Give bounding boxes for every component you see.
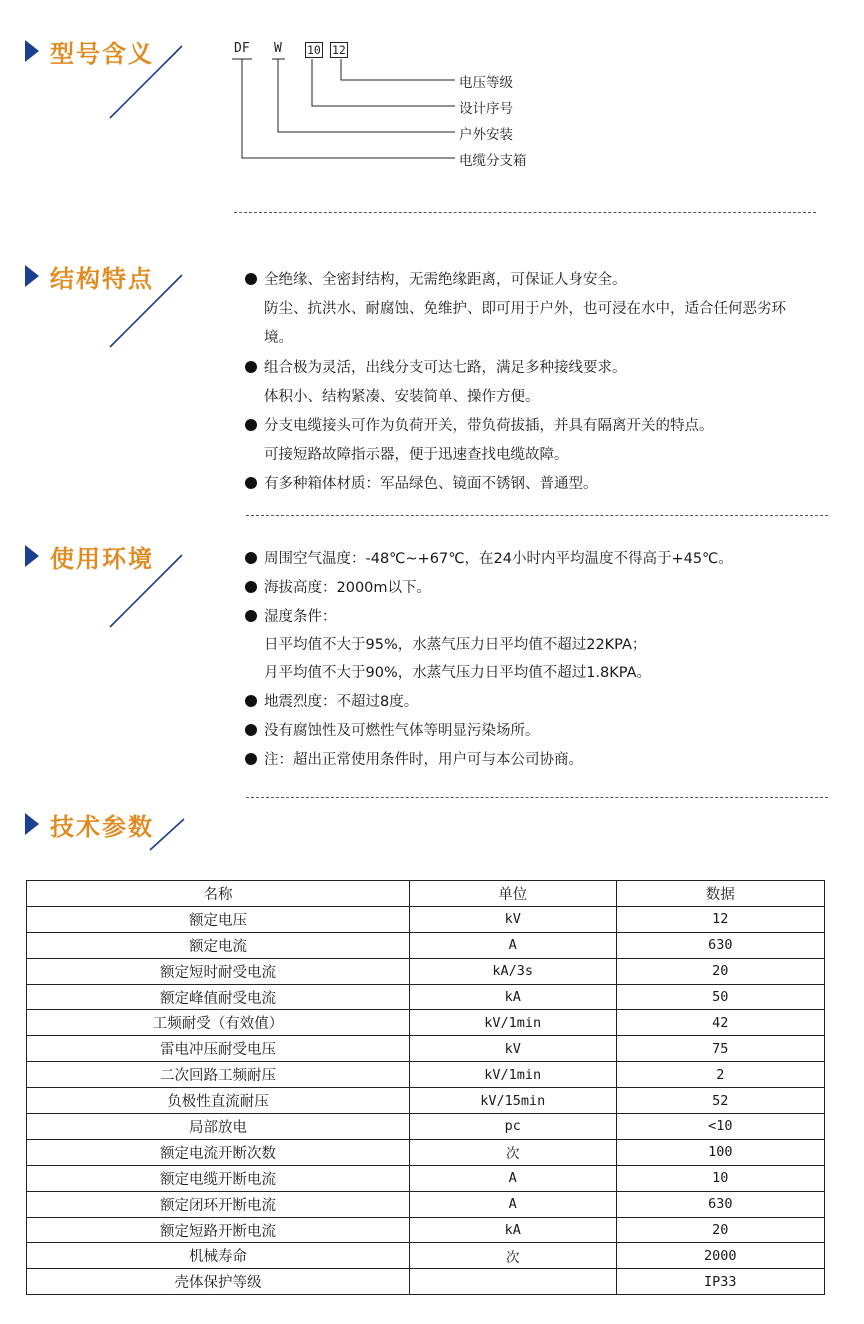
column-header-name: 名称 xyxy=(27,881,410,907)
bullet-icon xyxy=(245,724,257,736)
param-unit: kA xyxy=(409,1217,616,1243)
model-label-cable-box: 电缆分支箱 xyxy=(459,153,527,169)
param-unit: 次 xyxy=(409,1243,616,1269)
table-row xyxy=(27,1165,825,1191)
param-unit: 次 xyxy=(409,1139,616,1165)
spec-table xyxy=(26,880,825,1295)
param-value: 630 xyxy=(616,1191,824,1217)
bullet-icon xyxy=(245,477,257,489)
model-label-voltage: 电压等级 xyxy=(459,75,513,91)
param-unit xyxy=(409,1269,616,1295)
param-unit: kV/1min xyxy=(409,1010,616,1036)
param-value: 42 xyxy=(616,1010,824,1036)
list-item: 没有腐蚀性及可燃性气体等明显污染场所。 xyxy=(245,719,540,740)
column-header-value: 数据 xyxy=(616,881,824,907)
param-value: 12 xyxy=(616,906,824,932)
bullet-icon xyxy=(245,610,257,622)
table-row xyxy=(27,1269,825,1295)
list-item: 组合极为灵活，出线分支可达七路，满足多种接线要求。 xyxy=(245,356,627,377)
table-row xyxy=(27,1010,825,1036)
param-unit: kV/1min xyxy=(409,1062,616,1088)
list-item: 防尘、抗洪水、耐腐蚀、免维护、即可用于户外，也可浸在水中，适合任何恶劣环 xyxy=(264,301,786,317)
bullet-icon xyxy=(245,273,257,285)
table-row xyxy=(27,906,825,932)
table-row xyxy=(27,1036,825,1062)
bullet-icon xyxy=(245,753,257,765)
bullet-icon xyxy=(245,419,257,431)
list-item: 月平均值不大于90%，水蒸气压力日平均值不超过1.8KPA。 xyxy=(264,665,652,681)
section-title: 使用环境 xyxy=(50,545,154,573)
model-code-prefix-df: DF xyxy=(234,41,250,56)
model-code-prefix-w: W xyxy=(274,41,282,56)
param-name: 额定短时耐受电流 xyxy=(27,958,410,984)
table-row xyxy=(27,1191,825,1217)
param-unit: kA/3s xyxy=(409,958,616,984)
list-item: 周围空气温度：-48℃~+67℃，在24小时内平均温度不得高于+45℃。 xyxy=(245,547,733,568)
section-title: 型号含义 xyxy=(50,40,154,68)
table-row xyxy=(27,1217,825,1243)
param-unit: kV/15min xyxy=(409,1088,616,1114)
list-item: 地震烈度：不超过8度。 xyxy=(245,690,418,711)
bullet-icon xyxy=(245,695,257,707)
param-unit: kV xyxy=(409,1036,616,1062)
bullet-icon xyxy=(245,361,257,373)
table-row xyxy=(27,1088,825,1114)
divider xyxy=(246,515,828,516)
param-value: 52 xyxy=(616,1088,824,1114)
model-label-outdoor: 户外安装 xyxy=(459,127,513,143)
param-name: 额定电缆开断电流 xyxy=(27,1165,410,1191)
list-item: 分支电缆接头可作为负荷开关，带负荷拔插，并具有隔离开关的特点。 xyxy=(245,414,714,435)
param-name: 二次回路工频耐压 xyxy=(27,1062,410,1088)
param-name: 机械寿命 xyxy=(27,1243,410,1269)
param-value: 2000 xyxy=(616,1243,824,1269)
param-name: 负极性直流耐压 xyxy=(27,1088,410,1114)
param-name: 工频耐受（有效值） xyxy=(27,1010,410,1036)
bullet-icon xyxy=(245,581,257,593)
param-name: 额定电流开断次数 xyxy=(27,1139,410,1165)
divider xyxy=(246,797,828,798)
param-name: 额定闭环开断电流 xyxy=(27,1191,410,1217)
param-value: 20 xyxy=(616,958,824,984)
param-value: 20 xyxy=(616,1217,824,1243)
param-name: 壳体保护等级 xyxy=(27,1269,410,1295)
table-row xyxy=(27,1062,825,1088)
param-value: 2 xyxy=(616,1062,824,1088)
slash-decoration-icon xyxy=(0,545,200,635)
list-item: 海拔高度：2000m以下。 xyxy=(245,576,431,597)
column-header-unit: 单位 xyxy=(409,881,616,907)
param-unit: A xyxy=(409,1165,616,1191)
section-header-features xyxy=(0,265,200,355)
param-name: 额定峰值耐受电流 xyxy=(27,984,410,1010)
list-item: 有多种箱体材质：军品绿色、镜面不锈钢、普通型。 xyxy=(245,472,598,493)
param-unit: A xyxy=(409,1191,616,1217)
model-code-box-12: 12 xyxy=(332,43,346,57)
param-value: 10 xyxy=(616,1165,824,1191)
section-title: 技术参数 xyxy=(50,813,154,841)
param-name: 额定电流 xyxy=(27,932,410,958)
divider xyxy=(234,212,816,213)
model-code-box-10: 10 xyxy=(307,43,321,57)
param-unit: kV xyxy=(409,906,616,932)
model-code-lines xyxy=(0,0,864,180)
param-unit: A xyxy=(409,932,616,958)
table-row xyxy=(27,958,825,984)
bullet-icon xyxy=(245,552,257,564)
param-unit: pc xyxy=(409,1114,616,1140)
table-header-row xyxy=(27,881,825,907)
param-name: 额定短路开断电流 xyxy=(27,1217,410,1243)
param-name: 局部放电 xyxy=(27,1114,410,1140)
param-unit: kA xyxy=(409,984,616,1010)
list-item: 境。 xyxy=(264,330,293,346)
list-item: 全绝缘、全密封结构，无需绝缘距离，可保证人身安全。 xyxy=(245,268,627,289)
param-value: 50 xyxy=(616,984,824,1010)
param-name: 额定电压 xyxy=(27,906,410,932)
section-header-environment xyxy=(0,545,200,635)
table-row xyxy=(27,1243,825,1269)
param-name: 雷电冲压耐受电压 xyxy=(27,1036,410,1062)
table-row xyxy=(27,932,825,958)
param-value: IP33 xyxy=(616,1269,824,1295)
param-value: 630 xyxy=(616,932,824,958)
model-label-design-seq: 设计序号 xyxy=(459,101,513,117)
list-item: 体积小、结构紧凑、安装简单、操作方便。 xyxy=(264,389,540,405)
table-row xyxy=(27,984,825,1010)
table-row xyxy=(27,1139,825,1165)
list-item: 注：超出正常使用条件时，用户可与本公司协商。 xyxy=(245,748,583,769)
list-item: 湿度条件： xyxy=(245,605,337,626)
list-item: 可接短路故障指示器，便于迅速查找电缆故障。 xyxy=(264,447,569,463)
slash-decoration-icon xyxy=(0,265,200,355)
param-value: <10 xyxy=(616,1114,824,1140)
param-value: 100 xyxy=(616,1139,824,1165)
table-row xyxy=(27,1114,825,1140)
list-item: 日平均值不大于95%，水蒸气压力日平均值不超过22KPA； xyxy=(264,637,647,653)
param-value: 75 xyxy=(616,1036,824,1062)
section-title: 结构特点 xyxy=(50,265,154,293)
